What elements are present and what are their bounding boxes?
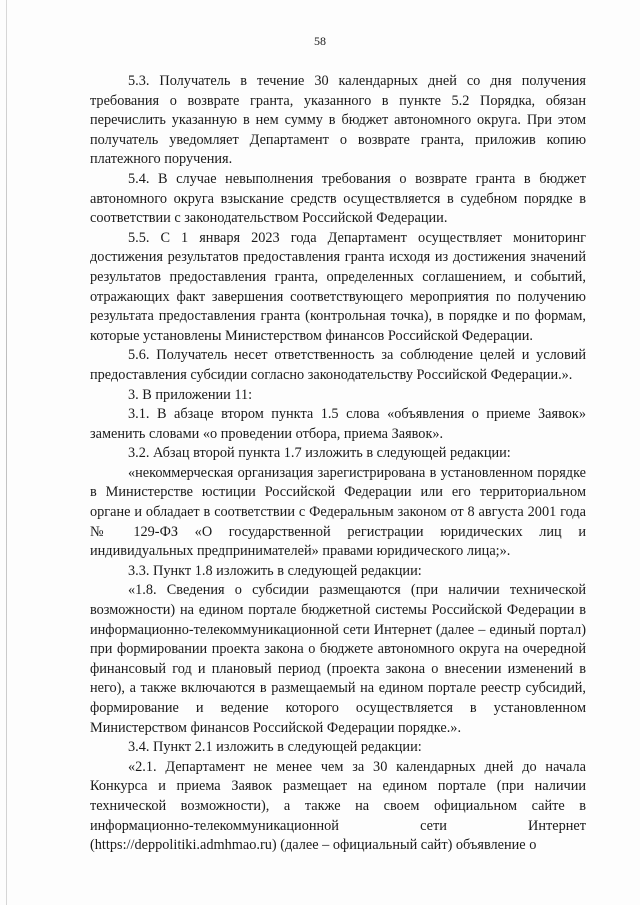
paragraph-5-6: 5.6. Получатель несет ответственность за соблюдение целей и условий предоставления субсидии согласно законодательству Российской Федерации.». <box>90 347 586 383</box>
paragraph-5-4: 5.4. В случае невыполнения требования о возврате гранта в бюджет автономного округа взыскание средств осуществляется в судебном порядке в соответствии с законодательством Российской Федерации. <box>90 170 586 227</box>
paragraph-3-1: 3.1. В абзаце втором пункта 1.5 слова «объявления о приеме Заявок» заменить словами «о проведении отбора, приема Заявок». <box>90 406 586 442</box>
paragraph-5-3: 5.3. Получатель в течение 30 календарных дней со дня получения требования о возврате гранта, указанного в пункте 5.2 Порядка, обязан перечислить указанную в нем сумму в бюджет автономного округа. При этом получатель уведомляет Департамент о возврате гранта, приложив копию платежного поручения. <box>90 73 586 168</box>
paragraph-3-4: 3.4. Пункт 2.1 изложить в следующей редакции: <box>128 739 422 756</box>
paragraph-3-2: 3.2. Абзац второй пункта 1.7 изложить в следующей редакции: <box>128 445 511 462</box>
paragraph-3-3-quote: «1.8. Сведения о субсидии размещаются (при наличии технической возможности) на едином портале бюджетной системы Российской Федерации в информационно-телекоммуникационной сети Интернет (далее – единый портал) при формировании проекта закона о бюджете автономного округа на очередной финансовый год и плановый период (проекта закона о внесении изменений в него), а также включаются в размещаемый на едином портале реестр субсидий, формирование и ведение которого осуществляется в установленном Министерством финансов Российской Федерации порядке.». <box>90 582 586 736</box>
scan-edge-line <box>6 0 7 905</box>
paragraph-3-3: 3.3. Пункт 1.8 изложить в следующей редакции: <box>128 562 422 579</box>
paragraph-3-4-quote: «2.1. Департамент не менее чем за 30 календарных дней до начала Конкурса и приема Заявок размещает на едином портале (при наличии технической возможности), а также на своем официальном сайте в информационно-телекоммуникационной сети Интернет (https://deppolitiki.admhmao.ru) (далее – официальный сайт) объявление о <box>90 758 586 854</box>
paragraph-3-2-quote: «некоммерческая организация зарегистрирована в установленном порядке в Министерстве юстиции Российской Федерации или его территориальном органе и обладает в соответствии с Федеральным законом от 8 августа 2001 года № 129-ФЗ «О государственной регистрации юридических лиц и индивидуальных предпринимателей» правами юридического лица;». <box>90 464 586 560</box>
paragraph-3: 3. В приложении 11: <box>128 386 253 403</box>
document-body <box>90 72 586 856</box>
paragraph-5-5: 5.5. С 1 января 2023 года Департамент осуществляет мониторинг достижения результатов предоставления гранта исходя из достижения значений результатов предоставления гранта, определенных соглашением, и событий, отражающих факт завершения соответствующего мероприятия по получению результата предоставления гранта (контрольная точка), в порядке и по формам, которые установлены Министерством финансов Российской Федерации. <box>90 229 586 344</box>
page-number: 58 <box>314 34 326 48</box>
